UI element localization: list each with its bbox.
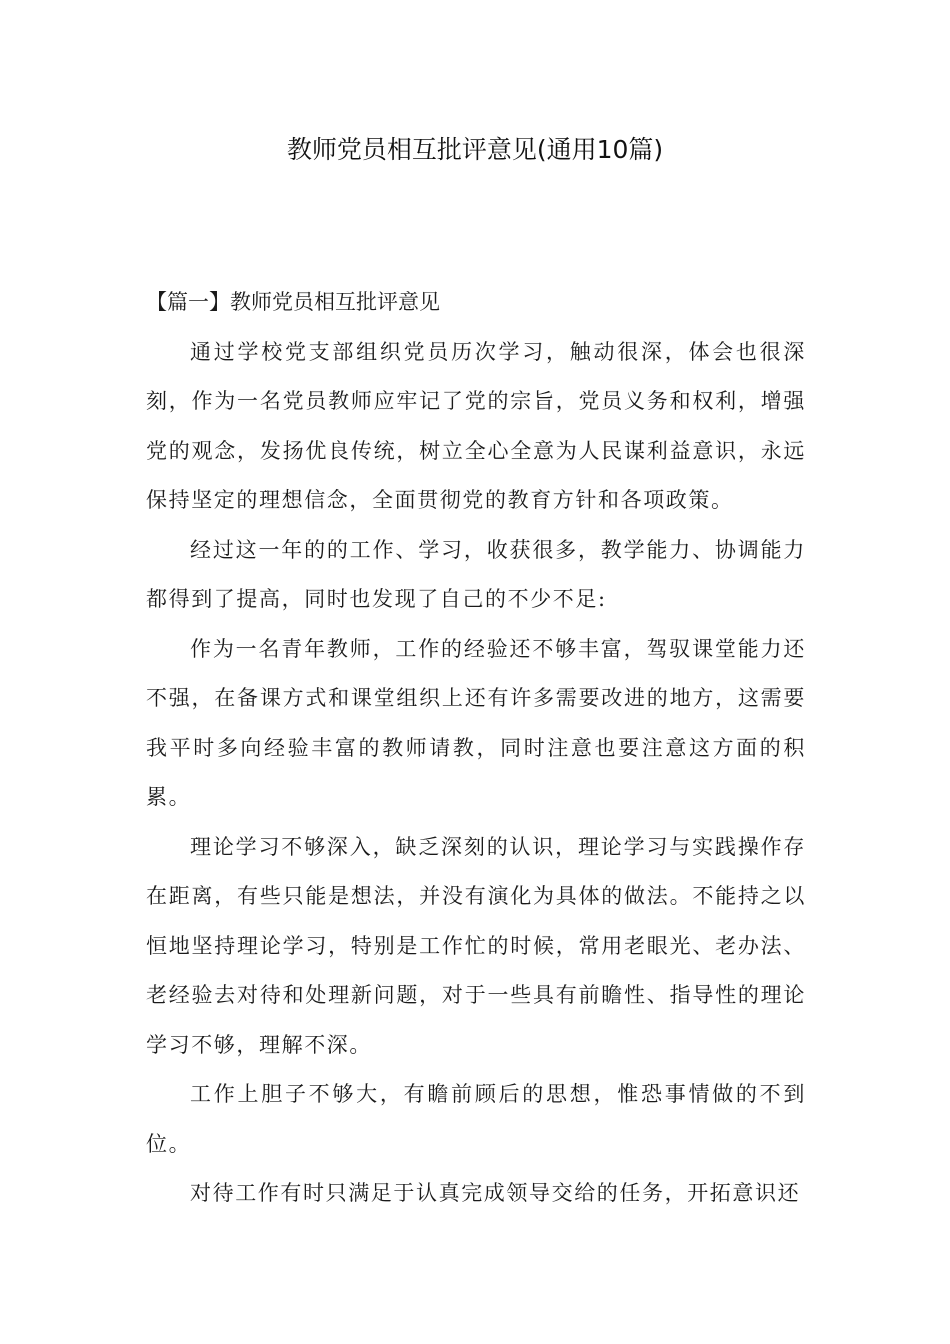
paragraph-1: 通过学校党支部组织党员历次学习，触动很深，体会也很深刻，作为一名党员教师应牢记了党的宗旨，党员义务和权利，增强党的观念，发扬优良传统，树立全心全意为人民谋利益意识，永远保持坚定的理想信念，全面贯彻党的教育方针和各项政策。 [146,339,806,512]
paragraph-6: 对待工作有时只满足于认真完成领导交给的任务，开拓意识还 [190,1181,801,1205]
document-body [146,278,806,1219]
document-title: 教师党员相互批评意见(通用10篇) [286,135,664,164]
paragraph-5: 工作上胆子不够大，有瞻前顾后的思想，惟恐事情做的不到位。 [146,1082,806,1156]
section-heading: 【篇一】教师党员相互批评意见 [146,290,440,314]
paragraph-2: 经过这一年的的工作、学习，收获很多，教学能力、协调能力都得到了提高，同时也发现了自己的不少不足: [146,537,806,611]
paragraph-4: 理论学习不够深入，缺乏深刻的认识，理论学习与实践操作存在距离，有些只能是想法，并没有演化为具体的做法。不能持之以恒地坚持理论学习，特别是工作忙的时候，常用老眼光、老办法、老经验去对待和处理新问题，对于一些具有前瞻性、指导性的理论学习不够，理解不深。 [146,834,806,1057]
paragraph-3: 作为一名青年教师，工作的经验还不够丰富，驾驭课堂能力还不强，在备课方式和课堂组织上还有许多需要改进的地方，这需要我平时多向经验丰富的教师请教，同时注意也要注意这方面的积累。 [146,636,806,809]
